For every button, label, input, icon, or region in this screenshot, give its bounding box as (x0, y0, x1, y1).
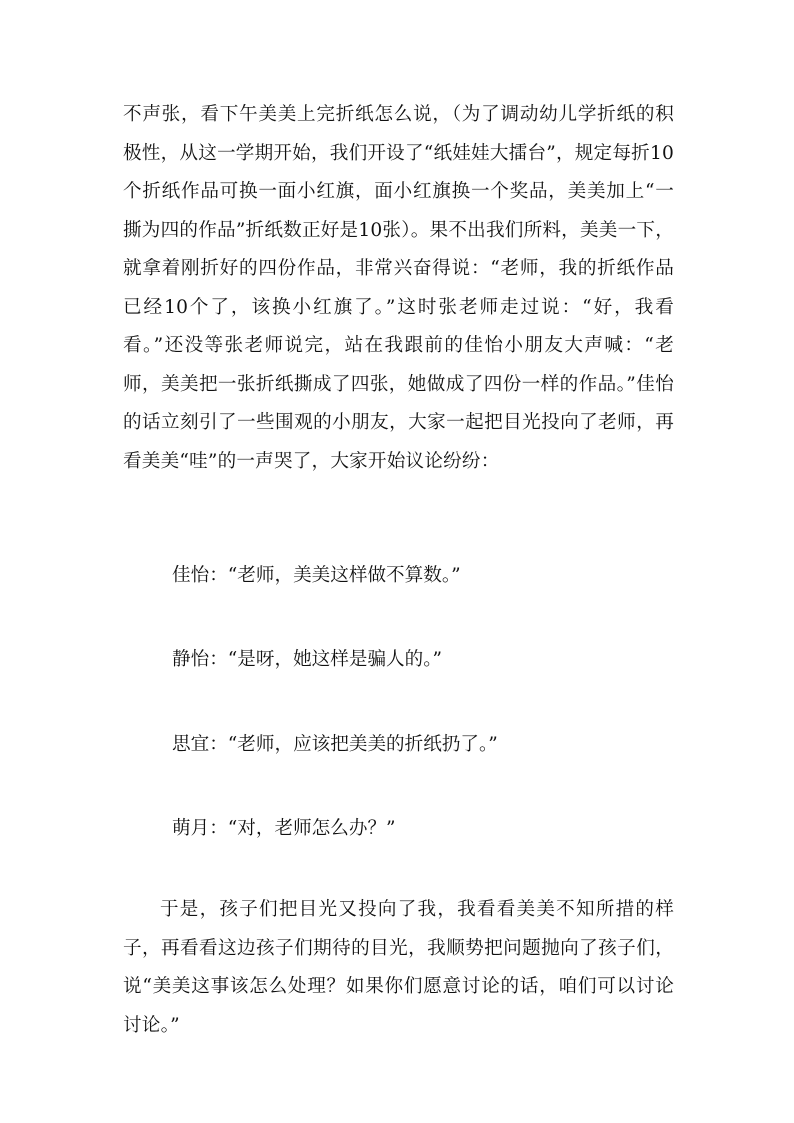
story-paragraph-2: 于是，孩子们把目光又投向了我，我看看美美不知所措的样子，再看看这边孩子们期待的目光，我顺势把问题抛向了孩子们，说“美美这事该怎么处理？如果你们愿意讨论的话，咱们可以讨论讨论。” (123, 899, 674, 1036)
story-paragraph-1: 不声张，看下午美美上完折纸怎么说，（为了调动幼儿学折纸的积极性，从这一学期开始，我们开设了“纸娃娃大擂台”，规定每折10个折纸作品可换一面小红旗，面小红旗换一个奖品，美美加上“一撕为四的作品”折纸数正好是10张）。果不出我们所料，美美一下，就拿着刚折好的四份作品，非常兴奋得说：“老师，我的折纸作品已经10个了，该换小红旗了。”这时张老师走过说：“好，我看看。”还没等张老师说完，站在我跟前的佳怡小朋友大声喊：“老师，美美把一张折纸撕成了四张，她做成了四份一样的作品。”佳怡的话立刻引了一些围观的小朋友，大家一起把目光投向了老师，再看美美“哇”的一声哭了，大家开始议论纷纷： (123, 104, 674, 472)
dialogue-line-mengyue: 萌月：“对，老师怎么办？” (172, 818, 396, 839)
dialogue-line-jingyi: 静怡：“是呀，她这样是骗人的。” (172, 649, 443, 670)
dialogue-line-jiayi: 佳怡：“老师，美美这样做不算数。” (172, 565, 461, 586)
dialogue-line-siyi: 思宜：“老师，应该把美美的折纸扔了。” (172, 734, 498, 755)
